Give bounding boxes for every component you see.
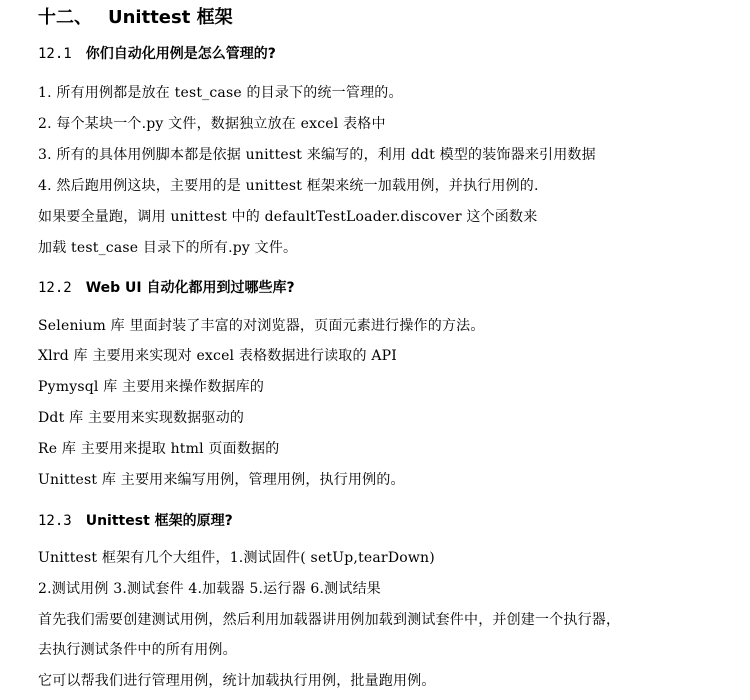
paragraph-line: Unittest 库 主要用来编写用例，管理用例，执行用例的。 bbox=[38, 472, 405, 488]
paragraph-line: 3. 所有的具体用例脚本都是依据 unittest 来编写的，利用 ddt 模型的装饰器来引用数据 bbox=[38, 147, 596, 163]
paragraph-line: Xlrd 库 主要用来实现对 excel 表格数据进行读取的 API bbox=[38, 348, 397, 364]
paragraph-line: Re 库 主要用来提取 html 页面数据的 bbox=[38, 441, 280, 457]
section-heading-12-2 bbox=[38, 277, 295, 299]
section-heading-12-1 bbox=[38, 43, 276, 65]
paragraph-line: 它可以帮我们进行管理用例，统计加载执行用例，批量跑用例。 bbox=[38, 673, 436, 689]
paragraph-line: Ddt 库 主要用来实现数据驱动的 bbox=[38, 410, 245, 426]
paragraph-line: 首先我们需要创建测试用例，然后利用加载器讲用例加载到测试套件中，并创建一个执行器， bbox=[38, 612, 621, 628]
paragraph-line: Pymysql 库 主要用来操作数据库的 bbox=[38, 379, 265, 395]
chapter-number: 十二、 bbox=[38, 7, 92, 28]
paragraph-line: 如果要全量跑，调用 unittest 中的 defaultTestLoader.discover 这个函数来 bbox=[38, 209, 538, 225]
paragraph-line: 加载 test_case 目录下的所有.py 文件。 bbox=[38, 240, 298, 256]
paragraph-line: 2.测试用例 3.测试套件 4.加载器 5.运行器 6.测试结果 bbox=[38, 581, 381, 597]
section-number: 12.1 bbox=[38, 46, 72, 62]
paragraph-line: 去执行测试条件中的所有用例。 bbox=[38, 642, 237, 658]
paragraph-line: 4. 然后跑用例这块，主要用的是 unittest 框架来统一加载用例，并执行用例的. bbox=[38, 178, 539, 194]
paragraph-line: Selenium 库 里面封装了丰富的对浏览器，页面元素进行操作的方法。 bbox=[38, 318, 485, 334]
section-title: Web UI 自动化都用到过哪些库? bbox=[85, 280, 295, 296]
section-heading-12-3 bbox=[38, 510, 233, 532]
section-title: 你们自动化用例是怎么管理的? bbox=[85, 46, 276, 62]
section-title: Unittest 框架的原理? bbox=[85, 513, 233, 529]
section-number: 12.3 bbox=[38, 513, 72, 529]
chapter-heading bbox=[38, 5, 233, 31]
section-number: 12.2 bbox=[38, 280, 72, 296]
chapter-title: Unittest 框架 bbox=[108, 7, 233, 28]
paragraph-line: Unittest 框架有几个大组件，1.测试固件( setUp,tearDown) bbox=[38, 550, 435, 566]
paragraph-line: 1. 所有用例都是放在 test_case 的目录下的统一管理的。 bbox=[38, 85, 403, 101]
paragraph-line: 2. 每个某块一个.py 文件，数据独立放在 excel 表格中 bbox=[38, 116, 386, 132]
